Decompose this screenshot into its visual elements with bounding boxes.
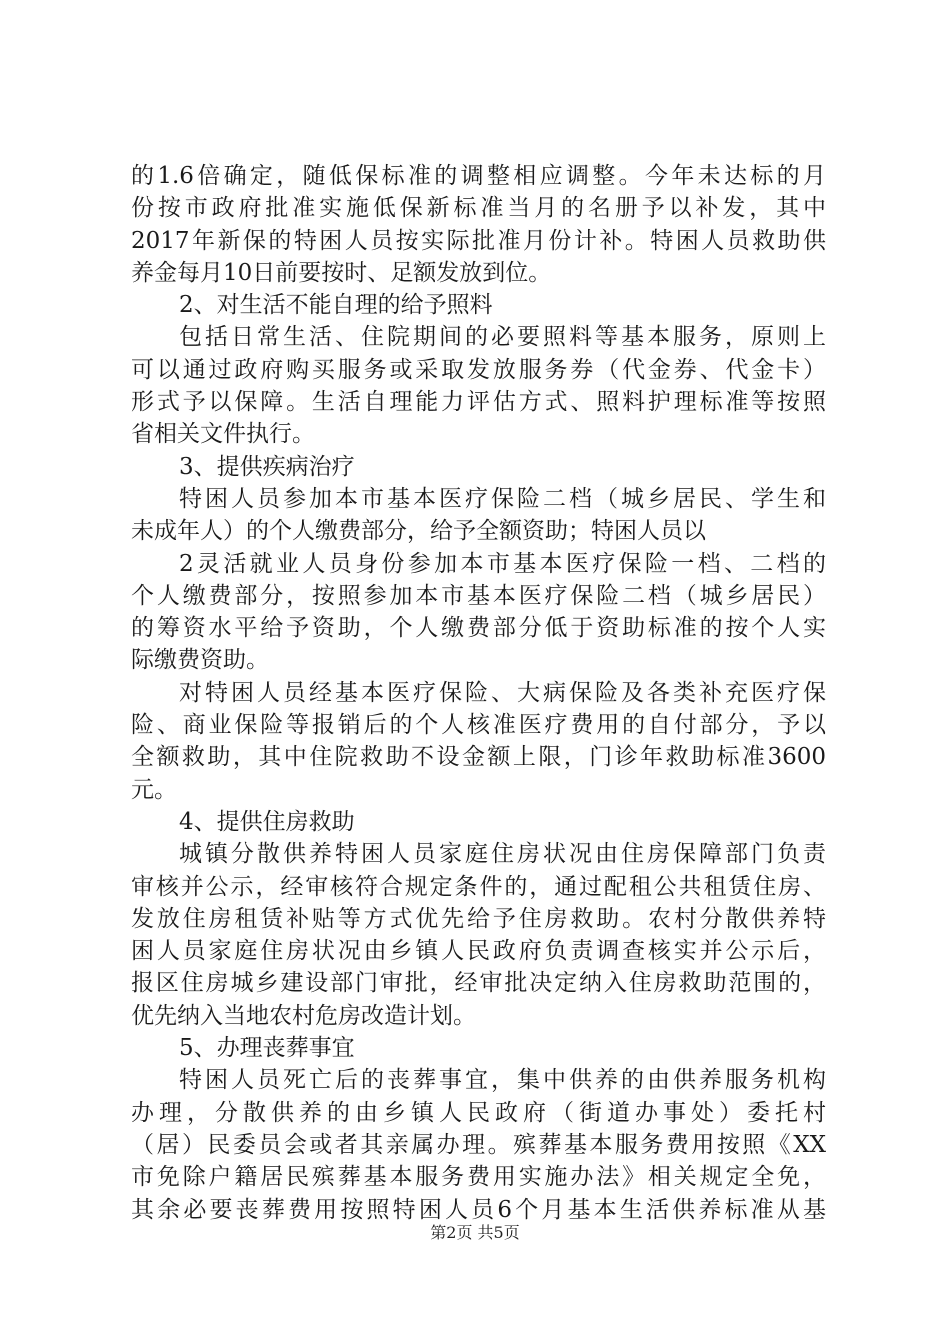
text-line: 养金每月10日前要按时、足额发放到位。 (131, 259, 552, 286)
text-line: 全额救助，其中住院救助不设金额上限，门诊年救助标准3600 (131, 744, 826, 771)
text-line: 办理，分散供养的由乡镇人民政府（街道办事处）委托村 (131, 1099, 826, 1126)
text-line: 困人员家庭住房状况由乡镇人民政府负责调查核实并公示后， (131, 938, 826, 965)
text-line: 发放住房租赁补贴等方式优先给予住房救助。农村分散供养特 (131, 905, 826, 932)
text-line: 可以通过政府购买服务或采取发放服务券（代金券、代金卡） (131, 356, 826, 383)
text-line: 特困人员死亡后的丧葬事宜，集中供养的由供养服务机构 (179, 1067, 826, 1094)
text-line: 优先纳入当地农村危房改造计划。 (131, 1002, 476, 1029)
text-line: 2、对生活不能自理的给予照料 (179, 292, 493, 319)
text-line: 报区住房城乡建设部门审批，经审批决定纳入住房救助范围的， (131, 970, 826, 997)
text-line: 城镇分散供养特困人员家庭住房状况由住房保障部门负责 (179, 841, 826, 868)
text-line: 对特困人员经基本医疗保险、大病保险及各类补充医疗保 (179, 679, 826, 706)
text-line: 份按市政府批准实施低保新标准当月的名册予以补发，其中 (131, 195, 826, 222)
text-line: 的筹资水平给予资助，个人缴费部分低于资助标准的按个人实 (131, 615, 826, 642)
text-line: 特困人员参加本市基本医疗保险二档（城乡居民、学生和 (179, 485, 826, 512)
text-line: 5、办理丧葬事宜 (179, 1035, 355, 1062)
text-line: 际缴费资助。 (131, 647, 269, 674)
text-line: 的1.6倍确定，随低保标准的调整相应调整。今年未达标的月 (131, 163, 826, 189)
text-line: 形式予以保障。生活自理能力评估方式、照料护理标准等按照 (131, 389, 826, 416)
text-line: 省相关文件执行。 (131, 421, 315, 448)
page-footer: 第2页 共5页 (430, 1223, 520, 1242)
text-line: 市免除户籍居民殡葬基本服务费用实施办法》相关规定全免， (131, 1164, 826, 1191)
document-body (131, 160, 826, 1226)
text-line: 其余必要丧葬费用按照特困人员6个月基本生活供养标准从基 (131, 1196, 826, 1223)
text-line: 个人缴费部分，按照参加本市基本医疗保险二档（城乡居民） (131, 582, 826, 609)
text-line: 未成年人）的个人缴费部分，给予全额资助；特困人员以 (131, 518, 706, 545)
text-line: 2灵活就业人员身份参加本市基本医疗保险一档、二档的 (179, 550, 826, 577)
text-line: 3、提供疾病治疗 (179, 453, 355, 480)
text-line: （居）民委员会或者其亲属办理。殡葬基本服务费用按照《XX (131, 1131, 826, 1158)
text-line: 险、商业保险等报销后的个人核准医疗费用的自付部分，予以 (131, 712, 826, 739)
text-line: 2017年新保的特困人员按实际批准月份计补。特困人员救助供 (131, 227, 826, 254)
text-line: 审核并公示，经审核符合规定条件的，通过配租公共租赁住房、 (131, 873, 826, 900)
text-line: 元。 (131, 776, 177, 803)
text-line: 包括日常生活、住院期间的必要照料等基本服务，原则上 (179, 324, 826, 351)
text-line: 4、提供住房救助 (179, 808, 355, 835)
